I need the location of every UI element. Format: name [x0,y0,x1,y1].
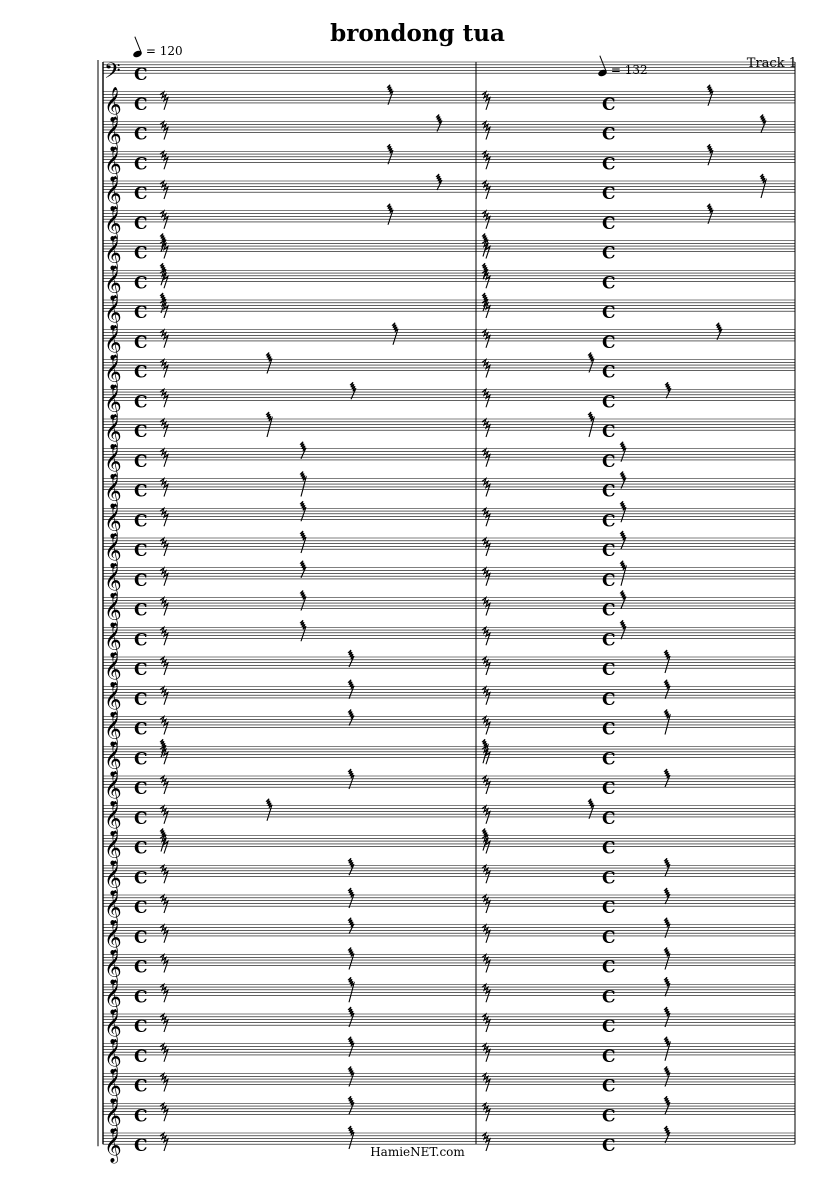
time-signature: C [602,451,616,472]
treble-clef-icon: 𝄞 [104,919,122,955]
time-signature: C [134,332,148,353]
time-signature: C [134,541,148,561]
time-signature: C [602,957,616,978]
time-signature: C [134,273,148,294]
rest-cluster-glyph [387,204,393,225]
rest-cluster-glyph [760,174,766,198]
time-signature: C [134,1106,148,1127]
treble-clef-icon: 𝄞 [104,443,122,479]
time-signature: C [134,719,148,740]
treble-clef-icon: 𝄞 [104,1038,122,1074]
time-signature: C [602,184,616,204]
time-signature: C [134,481,148,502]
rest-cluster-glyph [300,620,306,641]
rest-cluster-glyph [436,174,442,190]
rest-cluster-glyph [300,561,306,578]
treble-clef-icon: 𝄞 [104,503,122,539]
time-signature: C [134,779,148,799]
score-title: brondong tua [330,20,505,47]
rest-cluster-glyph [348,948,354,970]
time-signature: C [134,808,148,829]
rest-cluster-glyph [620,501,626,522]
time-signature: C [602,927,616,948]
time-signature: C [134,94,148,115]
treble-clef-icon: 𝄞 [104,1068,122,1104]
time-signature: C [134,927,148,948]
time-signature: C [602,719,616,740]
treble-clef-icon: 𝄞 [104,741,122,777]
rest-cluster-glyph [300,531,306,553]
rest-cluster-glyph [350,382,356,399]
time-signature: C [602,600,616,621]
time-signature: C [602,838,616,859]
time-signature: C [602,987,616,1008]
time-signature: C [602,124,616,145]
treble-clef-icon: 𝄞 [104,205,122,241]
time-signature: C [602,213,616,234]
treble-clef-icon: 𝄞 [104,1098,122,1134]
time-signature: C [602,392,616,413]
treble-clef-icon: 𝄞 [104,800,122,836]
treble-clef-icon: 𝄞 [104,533,122,568]
time-signature: C [134,898,148,918]
time-signature: C [134,957,148,978]
time-signature: C [134,749,148,770]
treble-clef-icon: 𝄞 [104,324,122,360]
treble-clef-icon: 𝄞 [104,949,122,985]
time-signature: C [602,1136,616,1156]
treble-clef-icon: 𝄞 [104,116,122,152]
treble-clef-icon: 𝄞 [104,681,122,717]
time-signature: C [134,689,148,710]
rest-cluster-glyph [707,144,713,165]
treble-clef-icon: 𝄞 [104,265,122,301]
treble-clef-icon: 𝄞 [104,473,122,509]
time-signature: C [602,243,616,264]
time-signature: C [602,1106,616,1127]
time-signature: C [134,868,148,889]
treble-clef-icon: 𝄞 [104,771,122,806]
treble-clef-icon: 𝄞 [104,1009,122,1044]
time-signature: C [134,600,148,621]
time-signature: C [134,1136,148,1156]
treble-clef-icon: 𝄞 [104,86,122,122]
rest-cluster-glyph [436,115,442,132]
time-signature: C [602,868,616,889]
time-signature: C [602,689,616,710]
time-signature: C [134,838,148,859]
time-signature: C [602,630,616,651]
rest-cluster-glyph [348,918,354,934]
time-signature: C [134,392,148,413]
time-signature: C [134,1046,148,1067]
rest-cluster-glyph [266,353,272,374]
treble-clef-icon: 𝄞 [104,414,122,449]
time-signature: C [602,154,616,175]
time-signature: C [602,570,616,591]
rest-cluster-glyph [664,1037,670,1061]
instrument-name: Track 1 [746,56,797,71]
time-signature: C [602,1076,616,1097]
treble-clef-icon: 𝄞 [104,979,122,1015]
rest-cluster-glyph [348,710,354,726]
treble-clef-icon: 𝄞 [104,384,122,420]
time-signature: C [134,65,148,85]
time-signature: C [134,303,148,323]
time-signature: C [602,749,616,770]
time-signature: C [602,541,616,561]
time-signature: C [602,422,616,442]
time-signature: C [602,898,616,918]
time-signature: C [134,422,148,442]
rest-cluster-glyph [392,323,398,345]
footer-credit [0,1145,835,1159]
time-signature: C [602,779,616,799]
time-signature: C [134,1017,148,1037]
time-signature: C [134,124,148,145]
time-signature: C [134,570,148,591]
treble-clef-icon: 𝄞 [104,622,122,658]
rest-cluster-glyph [707,85,713,106]
time-signature: C [134,987,148,1008]
bass-clef-icon: 𝄢 [104,59,121,89]
time-signature: C [602,362,616,383]
treble-clef-icon: 𝄞 [104,235,122,271]
rest-cluster-glyph [266,799,272,821]
treble-clef-icon: 𝄞 [104,146,122,182]
treble-clef-icon: 𝄞 [104,711,122,747]
time-signature: C [134,184,148,204]
rest-cluster-glyph [664,888,670,904]
time-signature: C [134,1076,148,1097]
time-signature: C [602,94,616,115]
rest-cluster-glyph [664,1126,670,1143]
rest-cluster-glyph [620,472,626,489]
time-signature: C [602,1046,616,1067]
treble-clef-icon: 𝄞 [104,1128,122,1163]
rest-cluster-glyph [665,382,671,398]
time-signature: C [134,213,148,234]
time-signature: C [602,1017,616,1037]
treble-clef-icon: 𝄞 [104,354,122,390]
time-signature: C [134,660,148,680]
time-signature: C [602,303,616,323]
treble-clef-icon: 𝄞 [104,890,122,925]
time-signature: C [602,808,616,829]
time-signature: C [602,332,616,353]
time-signature: C [602,660,616,680]
time-signature: C [134,243,148,264]
treble-clef-icon: 𝄞 [104,562,122,598]
treble-clef-icon: 𝄞 [104,176,122,211]
rest-cluster-glyph [348,858,354,875]
rest-cluster-glyph [664,948,670,970]
treble-clef-icon: 𝄞 [104,652,122,687]
rest-cluster-glyph [664,650,670,673]
time-signature: C [134,154,148,175]
treble-clef-icon: 𝄞 [104,860,122,896]
treble-clef-icon: 𝄞 [104,295,122,330]
time-signature: C [602,511,616,532]
treble-clef-icon: 𝄞 [104,830,122,866]
time-signature: C [602,273,616,294]
time-signature: C [602,481,616,502]
footer-text: HamieNET.com [370,1145,465,1159]
time-signature: C [134,630,148,651]
treble-clef-icon: 𝄞 [104,592,122,628]
tempo-value-change: = 132 [610,63,648,77]
time-signature: C [134,451,148,472]
tempo-value-start: = 120 [145,44,183,58]
rest-cluster-glyph [716,323,722,340]
time-signature: C [134,362,148,383]
rest-cluster-glyph [300,442,306,459]
time-signature: C [134,511,148,532]
rest-cluster-glyph [348,650,354,667]
